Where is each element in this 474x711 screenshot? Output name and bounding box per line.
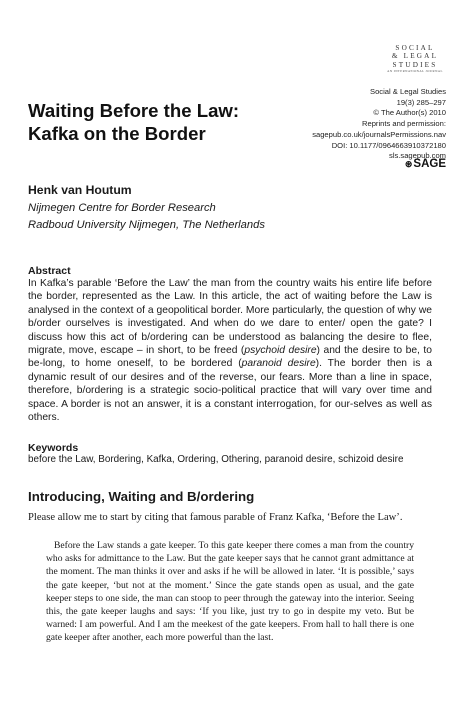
section-intro: Please allow me to start by citing that famous parable of Franz Kafka, ‘Before the Law’. — [28, 512, 403, 523]
abstract-body — [28, 277, 432, 424]
journal-logo-line: & LEGAL — [391, 52, 439, 61]
article-metadata — [312, 87, 446, 162]
copyright: © The Author(s) 2010 — [373, 108, 446, 118]
author-name: Henk van Houtum — [28, 183, 132, 197]
journal-logo-subline: AN INTERNATIONAL JOURNAL — [387, 69, 443, 74]
abstract-text: ). The border then is a dynamic result of our desires and of the reverse, our fears. More than a line in space, therefore, b/ordering is a strategic socio-political practice that will vary over time and space. A border is not an answer, it is a constant interrogation, for our-selves as well as others. — [28, 358, 433, 424]
journal-logo-line: STUDIES — [392, 60, 438, 69]
article-title — [28, 100, 328, 145]
author-affiliation — [28, 200, 265, 234]
volume-pages: 19(3) 285–297 — [396, 97, 446, 107]
section-heading: Introducing, Waiting and B/ordering — [28, 489, 255, 504]
title-line: Kafka on the Border — [28, 122, 206, 144]
abstract-emphasis: paranoid desire — [241, 358, 316, 370]
journal-logo — [384, 44, 446, 73]
journal-logo-line: SOCIAL — [395, 44, 435, 52]
sage-icon: ⊛ — [404, 158, 413, 169]
publisher-logo — [405, 158, 446, 170]
block-quote — [46, 539, 414, 645]
affiliation-line: Nijmegen Centre for Border Research — [28, 202, 216, 214]
quote-text: Before the Law stands a gate keeper. To this gate keeper there comes a man from the country who asks for admittance to the Law. But the gate keeper says that he cannot grant admittance at the moment. The man thinks it over and asks if he will be allowed in later. ‘It is possible,’ says the gate keeper, ‘but not at the moment.’ Since the gate stands open as usual, and the gate keeper steps to one side, the man can stoop to peer through the gateway into the interior. Seeing this, the gate keeper laughs and says: ‘If you like, just try to go in despite my veto. But be warned: I am powerful. And I am the meekest of the gate keepers. From hall to hall there is one gate keeper after another, each more powerful than the last. — [46, 540, 414, 644]
abstract-emphasis: psychoid desire — [244, 345, 317, 357]
affiliation-line: Radboud University Nijmegen, The Netherlands — [28, 219, 265, 231]
doi[interactable]: DOI: 10.1177/0964663910372180 — [331, 140, 446, 150]
abstract-text: ) and the desire to be, to be-long, to home oneself, to be bordered ( — [28, 345, 432, 370]
journal-name: Social & Legal Studies — [370, 87, 446, 96]
abstract-heading: Abstract — [28, 265, 71, 277]
title-line: Waiting Before the Law: — [28, 100, 240, 121]
keywords-list: before the Law, Bordering, Kafka, Ordering, Othering, paranoid desire, schizoid desire — [28, 454, 404, 465]
reprints-label: Reprints and permission: — [362, 119, 446, 129]
journal-site-link[interactable]: sls.sagepub.com — [389, 151, 446, 161]
keywords-heading: Keywords — [28, 442, 79, 454]
publisher-name: SAGE — [413, 158, 446, 170]
permissions-link[interactable]: sagepub.co.uk/journalsPermissions.nav — [312, 129, 446, 139]
abstract-text: In Kafka’s parable ‘Before the Law’ the man from the country waits his entire life before the border, represented as the Law. In this article, the act of waiting before the Law is analysed in the context of a geopolitical border. More particularly, the question of why we b/order ourselves is investigated. And when do we dare to enter/ open the gate? I discuss how this act of b/ordering can be understood as balancing the desire to flee, migrate, move, escape – in short, to be freed ( — [28, 278, 432, 357]
